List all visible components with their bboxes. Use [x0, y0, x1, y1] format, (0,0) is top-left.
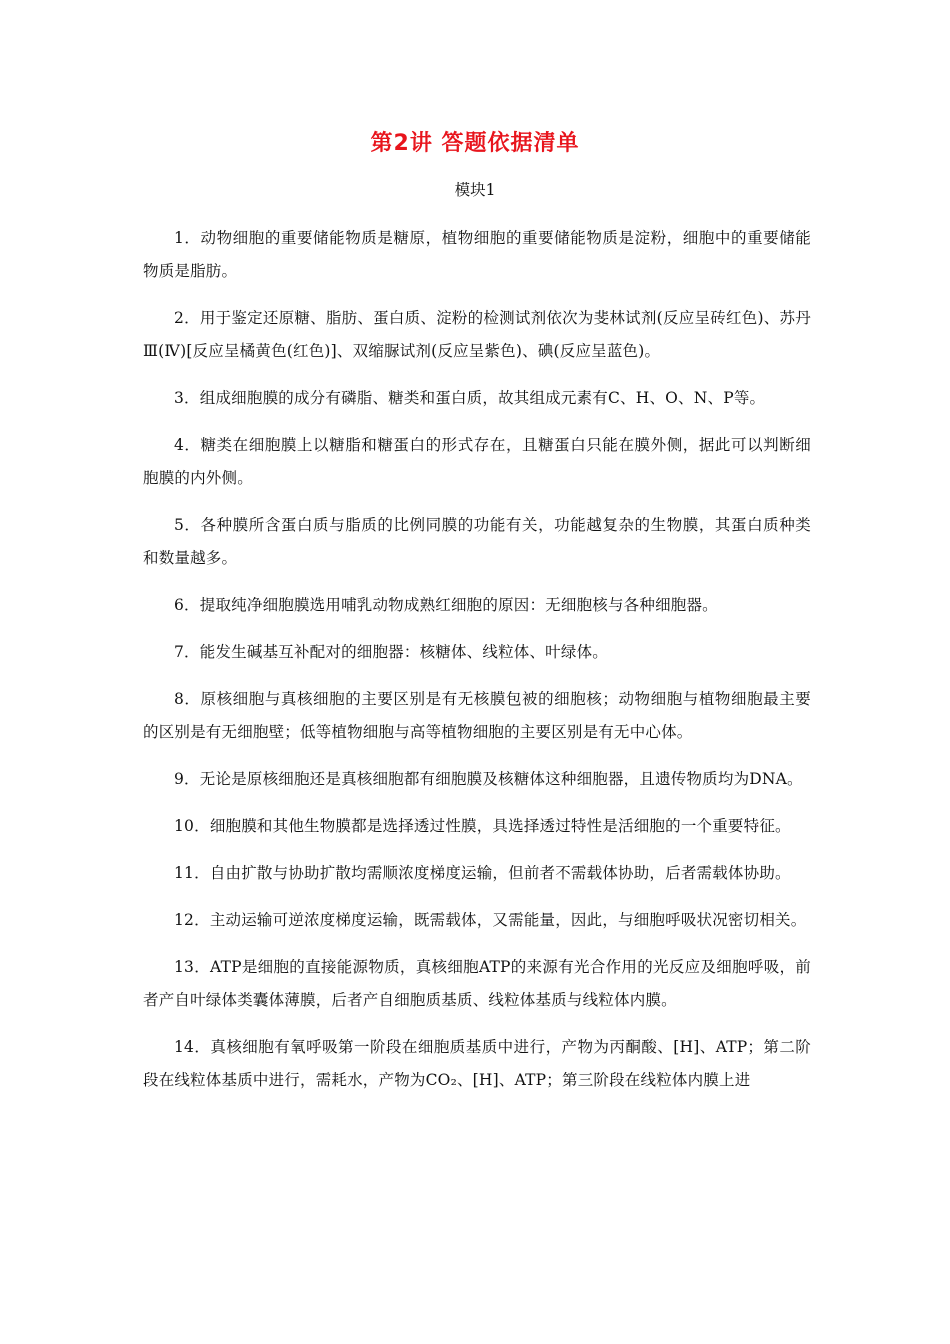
- item-number: 2．: [174, 309, 200, 327]
- list-item: [143, 429, 811, 495]
- module-heading: 模块1: [454, 181, 496, 199]
- item-text: 真核细胞有氧呼吸第一阶段在细胞质基质中进行，产物为丙酮酸、[H]、ATP；第二阶段在线粒体基质中进行，需耗水，产物为CO₂、[H]、ATP；第三阶段在线粒体内膜上进: [143, 1038, 811, 1089]
- item-number: 12．: [174, 911, 210, 929]
- item-text: ATP是细胞的直接能源物质，真核细胞ATP的来源有光合作用的光反应及细胞呼吸，前者产自叶绿体类囊体薄膜，后者产自细胞质基质、线粒体基质与线粒体内膜。: [143, 958, 812, 1009]
- item-number: 4．: [174, 436, 201, 454]
- item-text: 糖类在细胞膜上以糖脂和糖蛋白的形式存在，且糖蛋白只能在膜外侧，据此可以判断细胞膜的内外侧。: [143, 436, 811, 487]
- page-title: 第2讲 答题依据清单: [370, 131, 580, 156]
- list-item: [143, 857, 811, 890]
- list-item: [143, 810, 811, 843]
- item-number: 10．: [174, 817, 210, 835]
- item-number: 11．: [174, 864, 210, 882]
- item-text: 动物细胞的重要储能物质是糖原，植物细胞的重要储能物质是淀粉，细胞中的重要储能物质是脂肪。: [143, 229, 811, 280]
- list-item: [143, 509, 811, 575]
- item-text: 无论是原核细胞还是真核细胞都有细胞膜及核糖体这种细胞器，且遗传物质均为DNA。: [199, 770, 803, 788]
- list-item: [143, 951, 811, 1017]
- item-text: 用于鉴定还原糖、脂肪、蛋白质、淀粉的检测试剂依次为斐林试剂(反应呈砖红色)、苏丹Ⅲ(Ⅳ)[反应呈橘黄色(红色)]、双缩脲试剂(反应呈紫色)、碘(反应呈蓝色)。: [143, 309, 811, 360]
- list-item: [143, 222, 811, 288]
- list-item: [143, 382, 811, 415]
- item-number: 8．: [174, 690, 201, 708]
- item-text: 各种膜所含蛋白质与脂质的比例同膜的功能有关，功能越复杂的生物膜，其蛋白质种类和数量越多。: [143, 516, 811, 567]
- item-text: 原核细胞与真核细胞的主要区别是有无核膜包被的细胞核；动物细胞与植物细胞最主要的区别是有无细胞壁；低等植物细胞与高等植物细胞的主要区别是有无中心体。: [143, 690, 811, 741]
- item-number: 7．: [174, 643, 200, 661]
- list-item: [143, 589, 811, 622]
- item-number: 5．: [174, 516, 201, 534]
- item-text: 细胞膜和其他生物膜都是选择透过性膜，具选择透过特性是活细胞的一个重要特征。: [209, 817, 791, 835]
- item-text: 主动运输可逆浓度梯度运输，既需载体，又需能量，因此，与细胞呼吸状况密切相关。: [209, 911, 807, 929]
- item-number: 9．: [174, 770, 200, 788]
- item-list: [143, 222, 811, 1111]
- item-text: 组成细胞膜的成分有磷脂、糖类和蛋白质，故其组成元素有C、H、O、N、P等。: [199, 389, 766, 407]
- item-number: 3．: [174, 389, 200, 407]
- list-item: [143, 302, 811, 368]
- item-number: 6．: [174, 596, 200, 614]
- list-item: [143, 1031, 811, 1097]
- list-item: [143, 763, 811, 796]
- list-item: [143, 904, 811, 937]
- list-item: [143, 636, 811, 669]
- item-number: 1．: [174, 229, 201, 247]
- item-text: 提取纯净细胞膜选用哺乳动物成熟红细胞的原因：无细胞核与各种细胞器。: [199, 596, 718, 614]
- item-text: 自由扩散与协助扩散均需顺浓度梯度运输，但前者不需载体协助，后者需载体协助。: [209, 864, 791, 882]
- item-number: 13．: [174, 958, 211, 976]
- item-number: 14．: [174, 1038, 211, 1056]
- item-text: 能发生碱基互补配对的细胞器：核糖体、线粒体、叶绿体。: [199, 643, 608, 661]
- list-item: [143, 683, 811, 749]
